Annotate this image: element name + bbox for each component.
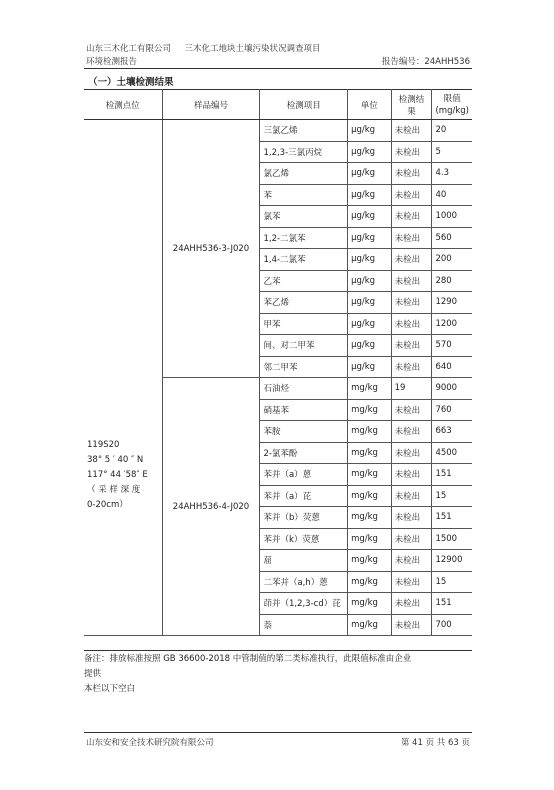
result: 未检出 — [391, 528, 432, 550]
unit: mg/kg — [348, 571, 392, 593]
limit: 1500 — [432, 528, 472, 550]
table-header-row — [84, 90, 472, 120]
limit: 663 — [432, 421, 472, 443]
limit: 15 — [432, 485, 472, 507]
unit: μg/kg — [348, 292, 392, 314]
test-item: 硝基苯 — [260, 399, 348, 421]
result: 19 — [391, 378, 432, 400]
test-item: 苯乙烯 — [260, 292, 348, 314]
unit: mg/kg — [348, 485, 392, 507]
header-doc-type: 环境检测报告 — [86, 57, 138, 67]
unit: μg/kg — [348, 356, 392, 378]
result: 未检出 — [391, 227, 432, 249]
col-limit — [432, 90, 472, 120]
header-report-no: 报告编号：24AHH536 — [381, 57, 470, 67]
test-item: 甲苯 — [260, 313, 348, 335]
unit: mg/kg — [348, 528, 392, 550]
unit: mg/kg — [348, 464, 392, 486]
unit: mg/kg — [348, 421, 392, 443]
test-item: 氯乙烯 — [260, 163, 348, 185]
unit: mg/kg — [348, 399, 392, 421]
limit: 5 — [432, 141, 472, 163]
limit: 760 — [432, 399, 472, 421]
test-item: 1,2,3-三氯丙烷 — [260, 141, 348, 163]
result: 未检出 — [391, 292, 432, 314]
limit: 1290 — [432, 292, 472, 314]
result: 未检出 — [391, 313, 432, 335]
table-row — [84, 120, 472, 142]
header-line-1 — [86, 42, 470, 54]
result: 未检出 — [391, 120, 432, 142]
col-location: 检测点位 — [84, 90, 162, 120]
limit: 1200 — [432, 313, 472, 335]
test-item: 1,4-二氯苯 — [260, 249, 348, 271]
limit: 40 — [432, 184, 472, 206]
test-item: 石油烃 — [260, 378, 348, 400]
test-item: 乙苯 — [260, 270, 348, 292]
unit: μg/kg — [348, 227, 392, 249]
table-body — [84, 120, 472, 636]
limit: 151 — [432, 507, 472, 529]
result: 未检出 — [391, 464, 432, 486]
result: 未检出 — [391, 399, 432, 421]
test-item: 䓛 — [260, 550, 348, 572]
limit: 200 — [432, 249, 472, 271]
limit: 640 — [432, 356, 472, 378]
footer — [86, 736, 470, 748]
unit: mg/kg — [348, 614, 392, 636]
unit: μg/kg — [348, 163, 392, 185]
result: 未检出 — [391, 163, 432, 185]
col-unit: 单位 — [348, 90, 392, 120]
result: 未检出 — [391, 507, 432, 529]
result: 未检出 — [391, 614, 432, 636]
header-line-2 — [86, 55, 470, 67]
result: 未检出 — [391, 184, 432, 206]
result: 未检出 — [391, 335, 432, 357]
limit: 4500 — [432, 442, 472, 464]
col-sample-id: 样品编号 — [162, 90, 260, 120]
limit: 700 — [432, 614, 472, 636]
test-item: 茚并（1,2,3-cd）芘 — [260, 593, 348, 615]
unit: μg/kg — [348, 270, 392, 292]
unit: μg/kg — [348, 335, 392, 357]
test-item: 2-氯苯酚 — [260, 442, 348, 464]
result: 未检出 — [391, 593, 432, 615]
unit: mg/kg — [348, 507, 392, 529]
col-result: 检测结果 — [391, 90, 432, 120]
limit: 1000 — [432, 206, 472, 228]
location-line1: 119S20 — [87, 440, 120, 450]
test-item: 邻二甲苯 — [260, 356, 348, 378]
result: 未检出 — [391, 485, 432, 507]
unit: μg/kg — [348, 141, 392, 163]
note-line-2: 提供 — [84, 669, 102, 679]
sample-id: 24AHH536-4-J020 — [162, 378, 260, 636]
col-limit-unit: (mg/kg) — [435, 105, 469, 116]
header-company: 山东三木化工有限公司 — [86, 44, 172, 54]
unit: μg/kg — [348, 313, 392, 335]
note-line-3: 本栏以下空白 — [84, 684, 136, 694]
table-bottom-rule — [84, 650, 472, 651]
header-project: 三木化工地块土壤污染状况调查项目 — [184, 44, 321, 54]
limit: 12900 — [432, 550, 472, 572]
unit: μg/kg — [348, 249, 392, 271]
result: 未检出 — [391, 442, 432, 464]
unit: mg/kg — [348, 593, 392, 615]
footer-rule — [84, 732, 472, 733]
limit: 151 — [432, 593, 472, 615]
location-line2: 38° 5 ′ 40 ″ N — [87, 455, 144, 465]
limit: 9000 — [432, 378, 472, 400]
section-title: （一）土壤检测结果 — [88, 77, 174, 88]
test-item: 苯并（k）荧蒽 — [260, 528, 348, 550]
col-item: 检测项目 — [260, 90, 348, 120]
unit: μg/kg — [348, 120, 392, 142]
test-item: 苯并（b）荧蒽 — [260, 507, 348, 529]
unit: mg/kg — [348, 550, 392, 572]
result: 未检出 — [391, 550, 432, 572]
test-item: 间、对二甲苯 — [260, 335, 348, 357]
test-item: 苯胺 — [260, 421, 348, 443]
test-item: 苯 — [260, 184, 348, 206]
note-block — [84, 652, 476, 697]
limit: 15 — [432, 571, 472, 593]
header-rule — [84, 68, 472, 69]
limit: 20 — [432, 120, 472, 142]
sampling-location — [84, 120, 162, 636]
result: 未检出 — [391, 571, 432, 593]
footer-page-number: 第 41 页 共 63 页 — [400, 738, 470, 748]
result: 未检出 — [391, 249, 432, 271]
test-item: 苯并（a）芘 — [260, 485, 348, 507]
unit: mg/kg — [348, 378, 392, 400]
col-limit-label: 限值 — [443, 93, 461, 104]
test-item: 氯苯 — [260, 206, 348, 228]
location-line4: （ 采 样 深 度 — [87, 485, 141, 495]
limit: 570 — [432, 335, 472, 357]
note-line-1: 备注：排放标准按照 GB 36600-2018 中管制值的第二类标准执行，此限值标准由企业 — [84, 654, 412, 664]
result: 未检出 — [391, 141, 432, 163]
result: 未检出 — [391, 421, 432, 443]
limit: 151 — [432, 464, 472, 486]
test-item: 1,2-二氯苯 — [260, 227, 348, 249]
location-line3: 117° 44 ′58″ E — [87, 470, 148, 480]
soil-results-table — [84, 89, 472, 636]
test-item: 苯并（a）蒽 — [260, 464, 348, 486]
unit: μg/kg — [348, 184, 392, 206]
result: 未检出 — [391, 356, 432, 378]
limit: 4.3 — [432, 163, 472, 185]
sample-id: 24AHH536-3-J020 — [162, 120, 260, 378]
test-item: 二苯并（a,h）蒽 — [260, 571, 348, 593]
result: 未检出 — [391, 206, 432, 228]
test-item: 萘 — [260, 614, 348, 636]
unit: mg/kg — [348, 442, 392, 464]
limit: 280 — [432, 270, 472, 292]
result: 未检出 — [391, 270, 432, 292]
unit: μg/kg — [348, 206, 392, 228]
test-item: 三氯乙烯 — [260, 120, 348, 142]
footer-institute: 山东安和安全技术研究院有限公司 — [86, 738, 214, 748]
location-line5: 0-20cm） — [87, 500, 128, 510]
limit: 560 — [432, 227, 472, 249]
